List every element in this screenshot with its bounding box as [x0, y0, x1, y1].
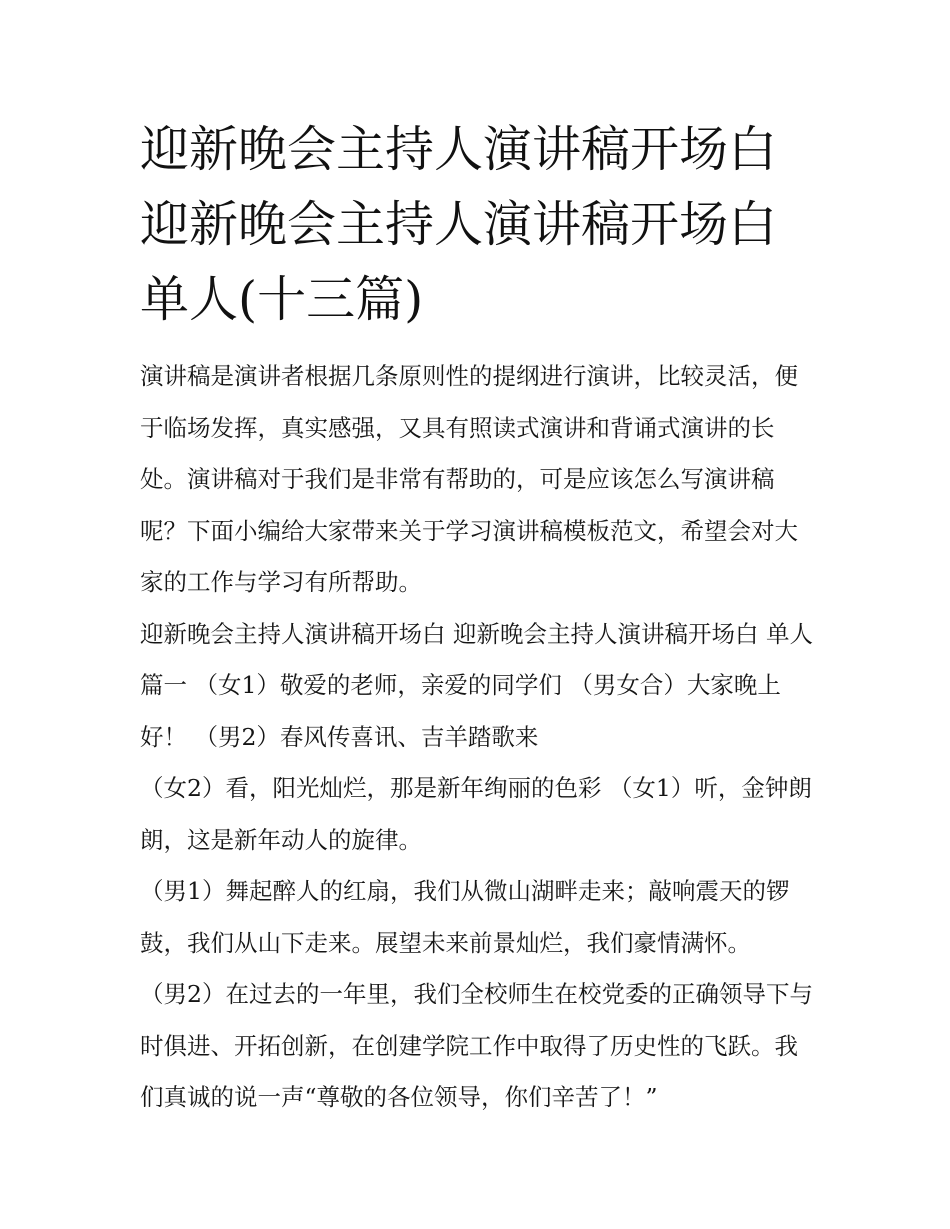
speech-paragraph-3: （男1）舞起醉人的红扇，我们从微山湖畔走来；敲响震天的锣鼓，我们从山下走来。展望未来前景灿烂，我们豪情满怀。	[140, 877, 790, 957]
document-body	[140, 112, 820, 1124]
speech-paragraph-4: （男2）在过去的一年里，我们全校师生在校党委的正确领导下与时俱进、开拓创新，在创建学院工作中取得了历史性的飞跃。我们真诚的说一声“尊敬的各位领导，你们辛苦了！”	[140, 980, 813, 1111]
speech-paragraph-1: 迎新晚会主持人演讲稿开场白 迎新晚会主持人演讲稿开场白 单人篇一 （女1）敬爱的老师，亲爱的同学们 （男女合）大家晚上好！ （男2）春风传喜讯、吉羊踏歌来	[140, 619, 813, 751]
intro-paragraph: 演讲稿是演讲者根据几条原则性的提纲进行演讲，比较灵活，便于临场发挥，真实感强，又具有照读式演讲和背诵式演讲的长处。演讲稿对于我们是非常有帮助的，可是应该怎么写演讲稿呢？下面小编给大家带来关于学习演讲稿模板范文，希望会对大家的工作与学习有所帮助。	[140, 362, 798, 596]
speech-paragraph-2: （女2）看，阳光灿烂，那是新年绚丽的色彩 （女1）听，金钟朗朗，这是新年动人的旋律。	[140, 774, 812, 854]
document-title: 迎新晚会主持人演讲稿开场白 迎新晚会主持人演讲稿开场白 单人(十三篇)	[140, 121, 778, 328]
